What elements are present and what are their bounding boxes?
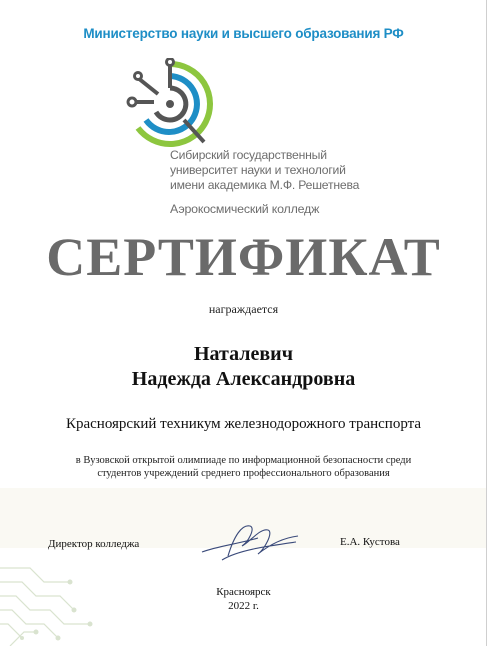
awarded-label: награждается: [208, 302, 279, 316]
certificate-title: СЕРТИФИКАТ: [46, 227, 441, 287]
director-role: Директор колледжа: [48, 538, 140, 550]
university-line-1: Сибирский государственный: [170, 148, 327, 162]
university-name: [170, 148, 359, 193]
recipient-surname: Наталевич: [194, 343, 293, 365]
university-line-3: имени академика М.Ф. Решетнева: [170, 178, 360, 192]
circuit-pattern: [0, 548, 110, 646]
university-line-2: университет науки и технологий: [170, 163, 346, 177]
city: Красноярск: [216, 586, 271, 598]
handwritten-signature: [198, 516, 304, 564]
recipient-given-names: Надежда Александровна: [131, 368, 356, 390]
recipient-organization: Красноярский техникум железнодорожного транспорта: [65, 416, 422, 432]
university-logo-icon: [124, 58, 216, 150]
signer-name: Е.А. Кустова: [340, 536, 400, 548]
ministry-heading: Министерство науки и высшего образования РФ: [83, 26, 404, 41]
description-line-2: студентов учреждений среднего профессионального образования: [97, 468, 390, 479]
year: 2022 г.: [228, 600, 259, 612]
description-line-1: в Вузовской открытой олимпиаде по информационной безопасности среди: [75, 455, 412, 466]
college-name: Аэрокосмический колледж: [170, 202, 320, 216]
